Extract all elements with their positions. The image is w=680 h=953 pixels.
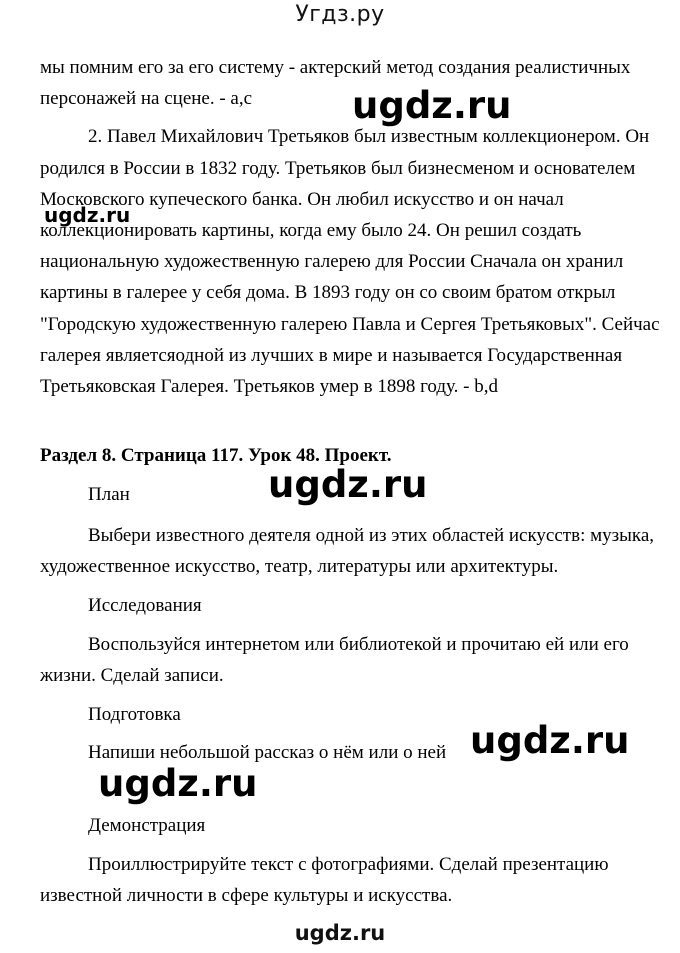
- text-line: родился в России в 1832 году. Третьяков был бизнесменом и основателем: [40, 158, 636, 179]
- text-line: Третьяковская Галерея. Третьяков умер в 1898 году. - b,d: [40, 376, 498, 397]
- text-line: национальную художественную галерею для России Сначала он хранил: [40, 251, 624, 272]
- demonstration-heading: Демонстрация: [88, 815, 206, 836]
- footer-watermark: ugdz.ru: [294, 921, 386, 945]
- section-heading: Раздел 8. Страница 117. Урок 48. Проект.: [40, 445, 392, 466]
- watermark: ugdz.ru: [352, 84, 512, 127]
- text-line: галерея являетсяодной из лучших в мире и называется Государственная: [40, 345, 623, 366]
- watermark: ugdz.ru: [44, 203, 131, 227]
- research-heading: Исследования: [88, 595, 202, 616]
- text-line: персонажей на сцене. - a,c: [40, 88, 253, 109]
- watermark: ugdz.ru: [98, 762, 258, 805]
- text-line: мы помним его за его систему - актерский метод создания реалистичных: [40, 57, 631, 78]
- text-line: известной личности в сфере культуры и искусства.: [40, 885, 453, 906]
- plan-heading: План: [88, 484, 130, 505]
- preparation-heading: Подготовка: [88, 704, 181, 725]
- text-line: Воспользуйся интернетом или библиотекой и прочитаю ей или его: [88, 634, 629, 655]
- text-line: жизни. Сделай записи.: [40, 665, 224, 686]
- text-line: Напиши небольшой рассказ о нём или о ней: [88, 742, 447, 763]
- text-line: Московского купеческого банка. Он любил искусство и он начал: [40, 189, 564, 210]
- watermark: ugdz.ru: [470, 719, 630, 762]
- text-line: коллекционировать картины, когда ему было 24. Он решил создать: [40, 220, 582, 241]
- text-line: Проиллюстрируйте текст с фотографиями. Сделай презентацию: [88, 854, 609, 875]
- text-line: художественное искусство, театр, литературы или архитектуры.: [40, 556, 559, 577]
- text-line: картины в галерее у себя дома. В 1893 году он со своим братом открыл: [40, 282, 616, 303]
- text-line: "Городскую художественную галерею Павла и Сергея Третьяковых". Сейчас: [40, 314, 660, 335]
- site-title: Угдз.ру: [295, 2, 385, 27]
- text-line: Выбери известного деятеля одной из этих областей искусств: музыка,: [88, 525, 655, 546]
- text-line: 2. Павел Михайлович Третьяков был известным коллекционером. Он: [88, 126, 650, 147]
- watermark: ugdz.ru: [268, 463, 428, 506]
